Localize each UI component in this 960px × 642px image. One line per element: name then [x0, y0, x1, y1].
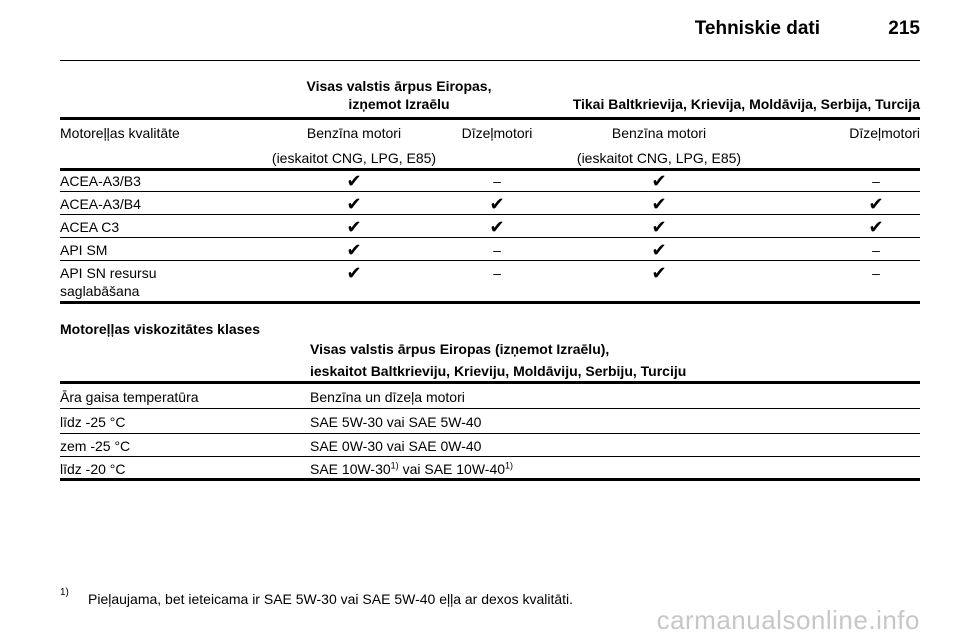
approved-check-icon: ✔: [868, 217, 884, 237]
column-header-petrol-1: Benzīna motori: [306, 125, 402, 141]
column-header-oil-quality: Motoreļļas kvalitāte: [60, 125, 180, 141]
quality-table-bottom-rule: [60, 301, 920, 304]
quality-table-header-rule: [60, 168, 920, 171]
viscosity-table-top-rule: [60, 381, 920, 384]
watermark: carmanualsonline.info: [656, 605, 920, 635]
approved-check-icon: ✔: [346, 171, 362, 191]
header-divider: [60, 60, 920, 61]
not-applicable-dash: –: [872, 265, 880, 281]
column-header-petrol-2: Benzīna motori: [611, 125, 707, 141]
column-header-diesel-2: Dīzeļmotori: [849, 125, 920, 141]
viscosity-group-heading-line2: ieskaitot Baltkrieviju, Krieviju, Moldāviju, Serbiju, Turciju: [310, 363, 687, 379]
footnote-ref: 1): [505, 460, 514, 471]
not-applicable-dash: –: [493, 173, 501, 189]
approved-check-icon: ✔: [868, 194, 884, 214]
not-applicable-dash: –: [872, 173, 880, 189]
not-applicable-dash: –: [493, 265, 501, 281]
approved-check-icon: ✔: [651, 240, 667, 260]
column-header-diesel-1: Dīzeļmotori: [461, 125, 533, 141]
viscosity-row-grade-2: SAE 0W-30 vai SAE 0W-40: [310, 438, 482, 454]
group-heading-outside-europe-line1: Visas valstis ārpus Eiropas,: [306, 78, 492, 94]
not-applicable-dash: –: [872, 242, 880, 258]
viscosity-row-divider: [60, 433, 920, 434]
page-title: Tehniskie dati: [694, 18, 820, 39]
viscosity-row-temp-1: līdz -25 °C: [60, 414, 126, 430]
approved-check-icon: ✔: [346, 263, 362, 283]
quality-row-label: API SN resursu: [60, 265, 157, 281]
section-title-viscosity: Motoreļļas viskozitātes klases: [60, 321, 260, 337]
petrol-note-1: (ieskaitot CNG, LPG, E85): [271, 150, 437, 166]
viscosity-row-temp-2: zem -25 °C: [60, 438, 131, 454]
approved-check-icon: ✔: [489, 217, 505, 237]
viscosity-row-divider: [60, 456, 920, 457]
quality-row-label: ACEA C3: [60, 219, 120, 235]
column-header-engines: Benzīna un dīzeļa motori: [310, 389, 465, 405]
quality-row-divider: [60, 191, 920, 192]
approved-check-icon: ✔: [489, 194, 505, 214]
viscosity-group-heading-line1: Visas valstis ārpus Eiropas (izņemot Izraēlu),: [310, 341, 610, 357]
approved-check-icon: ✔: [651, 263, 667, 283]
footnote-ref: 1): [390, 460, 399, 471]
approved-check-icon: ✔: [346, 194, 362, 214]
group-heading-eastern-countries: Tikai Baltkrievija, Krievija, Moldāvija, Serbija, Turcija: [572, 96, 920, 112]
viscosity-header-rule: [60, 408, 920, 409]
viscosity-row-grade-1: SAE 5W-30 vai SAE 5W-40: [310, 414, 482, 430]
quality-row-label-line2: saglabāšana: [60, 283, 140, 299]
not-applicable-dash: –: [493, 242, 501, 258]
viscosity-table-bottom-rule: [60, 478, 920, 481]
grade-10w30: SAE 10W-30: [310, 461, 391, 477]
quality-row-label: ACEA-A3/B4: [60, 196, 141, 212]
footnote-text: Pieļaujama, bet ieteicama ir SAE 5W-30 vai SAE 5W-40 eļļa ar dexos kvalitāti.: [88, 591, 574, 607]
quality-row-label: ACEA-A3/B3: [60, 173, 141, 189]
approved-check-icon: ✔: [651, 171, 667, 191]
approved-check-icon: ✔: [346, 240, 362, 260]
grade-10w40: vai SAE 10W-40: [398, 461, 506, 477]
quality-table-top-rule: [60, 117, 920, 120]
quality-row-divider: [60, 237, 920, 238]
quality-row-label: API SM: [60, 242, 108, 258]
approved-check-icon: ✔: [346, 217, 362, 237]
footnote-marker: 1): [60, 587, 69, 598]
group-heading-outside-europe-line2: izņemot Izraēlu: [348, 96, 450, 112]
quality-row-divider: [60, 214, 920, 215]
petrol-note-2: (ieskaitot CNG, LPG, E85): [576, 150, 742, 166]
column-header-outdoor-temperature: Āra gaisa temperatūra: [60, 389, 199, 405]
page-number: 215: [888, 18, 920, 39]
approved-check-icon: ✔: [651, 194, 667, 214]
viscosity-row-grade-3: [310, 461, 513, 477]
approved-check-icon: ✔: [651, 217, 667, 237]
quality-row-divider: [60, 260, 920, 261]
viscosity-row-temp-3: līdz -20 °C: [60, 461, 126, 477]
